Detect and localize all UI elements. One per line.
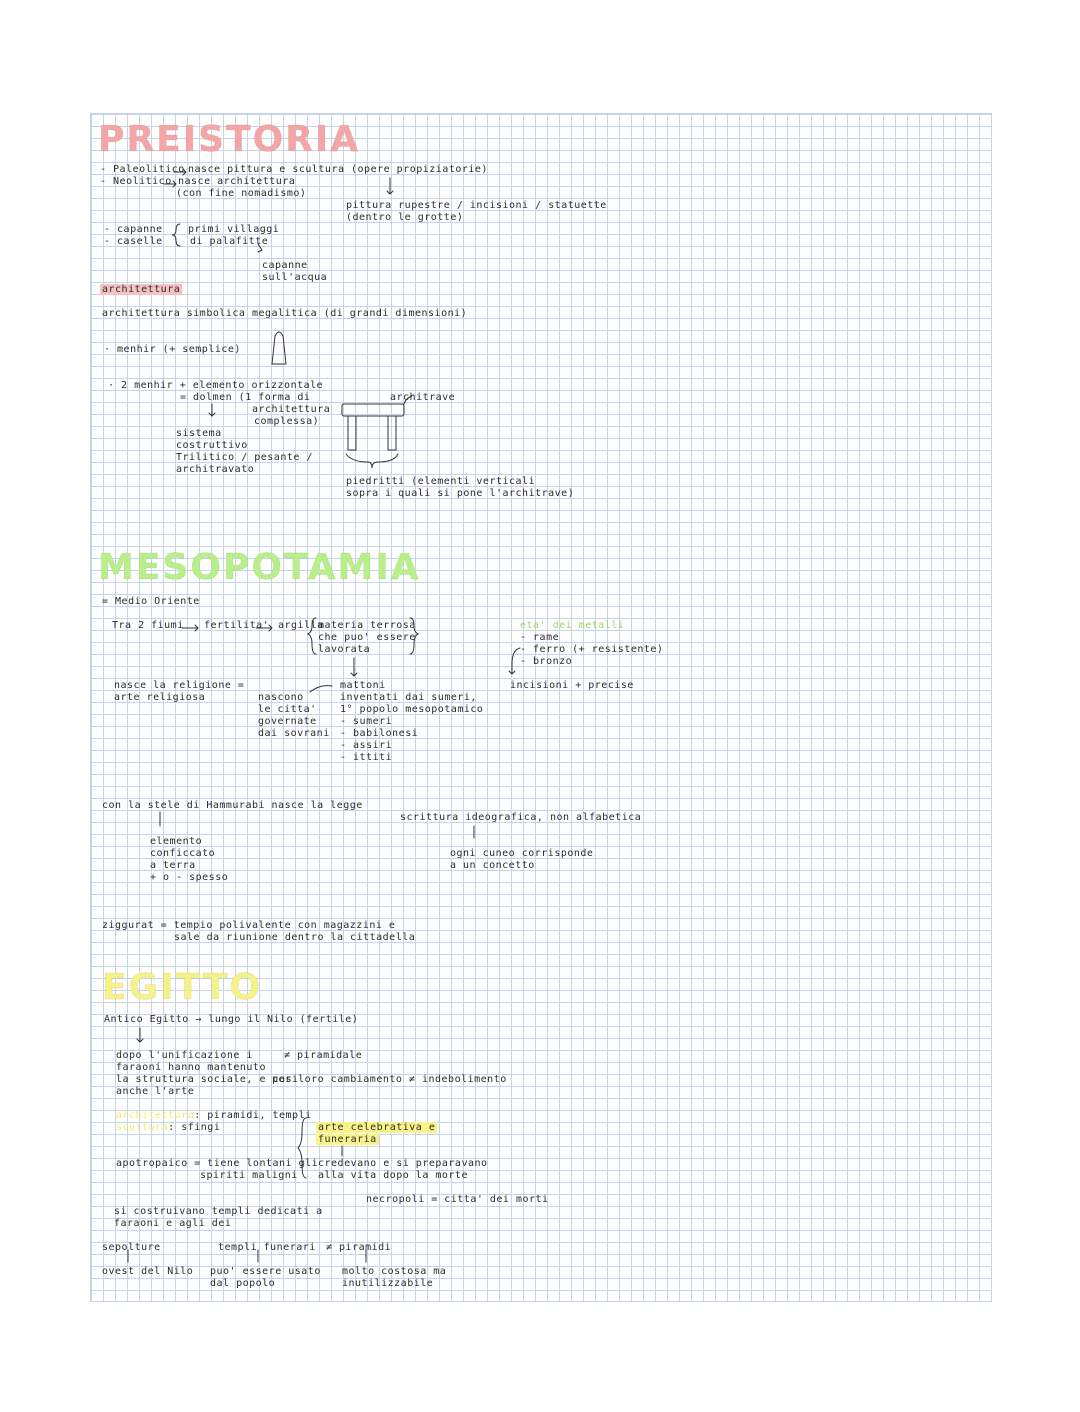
note-templi-funerari: templi funerari [218,1242,316,1253]
note-cuneo-1: ogni cuneo corrisponde [450,848,594,859]
note-molto-costosa-2: inutilizzabile [342,1278,434,1289]
note-piramidale: ≠ piramidale [284,1050,363,1061]
note-menhir: · menhir (+ semplice) [104,344,241,355]
section-heading-preistoria: PREISTORIA [98,119,361,160]
note-cuneo-2: a un concetto [450,860,535,871]
note-costruttivo: costruttivo [176,440,248,451]
note-architettura-egitto: architettura [116,1110,195,1121]
note-caselle: - caselle [104,236,163,247]
note-paleolitico-nasce: nasce pittura e scultura (opere propiziatorie) [188,164,488,175]
note-popolo: 1° popolo mesopotamico [340,704,484,715]
note-babilonesi: - babilonesi [340,728,419,739]
section-heading-mesopotamia: MESOPOTAMIA [98,547,421,588]
highlight-architettura: architettura [102,284,181,295]
note-architravato: architravato [176,464,255,475]
note-antico-egitto: Antico Egitto → lungo il Nilo (fertile) [104,1014,359,1025]
note-ittiti: - ittiti [340,752,393,763]
note-nascono-3: governate [258,716,317,727]
note-dolmen: = dolmen (1 forma di [180,392,311,403]
note-pittura-rupestre: pittura rupestre / incisioni / statuette [346,200,607,211]
note-fertilita: fertilita' [204,620,270,631]
note-dopo-1: dopo l'unificazione i [116,1050,253,1061]
note-credevano-1: credevano e si preparavano [318,1158,488,1169]
note-religione-2: arte religiosa [114,692,206,703]
note-templi-dedicati-2: faraoni e agli dei [114,1218,232,1229]
note-ziggurat-2: sale da riunione dentro la cittadella [174,932,416,943]
note-apotropaico-1: apotropaico = tiene lontani gli [116,1158,319,1169]
note-eta-metalli: eta' dei metalli [520,620,625,631]
note-dopo-2: faraoni hanno mantenuto [116,1062,266,1073]
grid-paper-sheet [90,113,992,1302]
note-capanne: - capanne [104,224,163,235]
note-necropoli: necropoli = citta' dei morti [366,1194,549,1205]
note-materia-3: lavorata [318,644,371,655]
note-nascono-2: le citta' [258,704,317,715]
note-scultura-egitto: scultura [116,1122,169,1133]
note-scrittura: scrittura ideografica, non alfabetica [400,812,642,823]
note-elemento-2: conficcato [150,848,216,859]
note-credevano-2: alla vita dopo la morte [318,1170,468,1181]
note-sistema: sistema [176,428,222,439]
note-ovest-nilo: ovest del Nilo [102,1266,194,1277]
note-mattoni: mattoni [340,680,386,691]
note-neolitico: - Neolitico [100,176,172,187]
note-dopo-3: la struttura sociale, e cosi [116,1074,299,1085]
note-religione-1: nasce la religione = [114,680,245,691]
highlight-arte-celebrativa-2: funeraria [318,1134,377,1145]
note-puo-essere-2: dal popolo [210,1278,276,1289]
note-templi-dedicati-1: si costruivano templi dedicati a [114,1206,323,1217]
note-materia-1: materia terrosa [318,620,416,631]
note-due-menhir: · 2 menhir + elemento orizzontale [108,380,324,391]
note-palafitte: di palafitte [190,236,269,247]
note-ziggurat-1: ziggurat = tempio polivalente con magazzini e [102,920,396,931]
note-bronzo: - bronzo [520,656,573,667]
note-fine-nomadismo: (con fine nomadismo) [176,188,307,199]
label-architrave: architrave [390,392,456,403]
note-sull-acqua: sull'acqua [262,272,328,283]
note-molto-costosa-1: molto costosa ma [342,1266,447,1277]
note-trilitico: Trilitico / pesante / [176,452,313,463]
note-nascono-1: nascono [258,692,304,703]
highlight-arte-celebrativa-1: arte celebrativa e [318,1122,436,1133]
note-piedritti-2: sopra i quali si pone l'architrave) [346,488,575,499]
note-dopo-4: anche l'arte [116,1086,195,1097]
note-sfingi: : sfingi [168,1122,221,1133]
note-argilla: argilla [278,620,324,631]
note-puo-essere-1: puo' essere usato [210,1266,321,1277]
note-architettura-simbolica: architettura simbolica megalitica (di grandi dimensioni) [102,308,468,319]
note-apotropaico-2: spiriti maligni [200,1170,298,1181]
note-elemento-3: a terra [150,860,196,871]
note-dentro-grotte: (dentro le grotte) [346,212,464,223]
note-primi-villaggi: primi villaggi [188,224,280,235]
note-sumeri: - sumeri [340,716,393,727]
note-neq-piramidi: ≠ piramidi [326,1242,392,1253]
note-materia-2: che puo' essere [318,632,416,643]
note-elemento-1: elemento [150,836,203,847]
note-architettura-complessa-2: complessa) [254,416,320,427]
note-capanne-2: capanne [262,260,308,271]
note-piedritti-1: piedritti (elementi verticali [346,476,536,487]
note-medio-oriente: = Medio Oriente [102,596,200,607]
note-ferro: - ferro (+ resistente) [520,644,664,655]
section-heading-egitto: EGITTO [102,967,263,1008]
note-inventati: inventati dai sumeri, [340,692,477,703]
note-stele: con la stele di Hammurabi nasce la legge [102,800,363,811]
note-elemento-4: + o - spesso [150,872,229,883]
note-paleolitico: - Paleolitico [100,164,185,175]
note-incisioni: incisioni + precise [510,680,634,691]
note-per-loro: per loro cambiamento ≠ indebolimento [272,1074,507,1085]
note-sepolture: sepolture [102,1242,161,1253]
note-piramidi-templi: : piramidi, templi [194,1110,312,1121]
note-tra-fiumi: Tra 2 fiumi [112,620,184,631]
note-rame: - rame [520,632,560,643]
note-neolitico-nasce: nasce architettura [178,176,296,187]
note-assiri: - assiri [340,740,393,751]
note-architettura-complessa-1: architettura [252,404,331,415]
note-nascono-4: dai sovrani [258,728,330,739]
